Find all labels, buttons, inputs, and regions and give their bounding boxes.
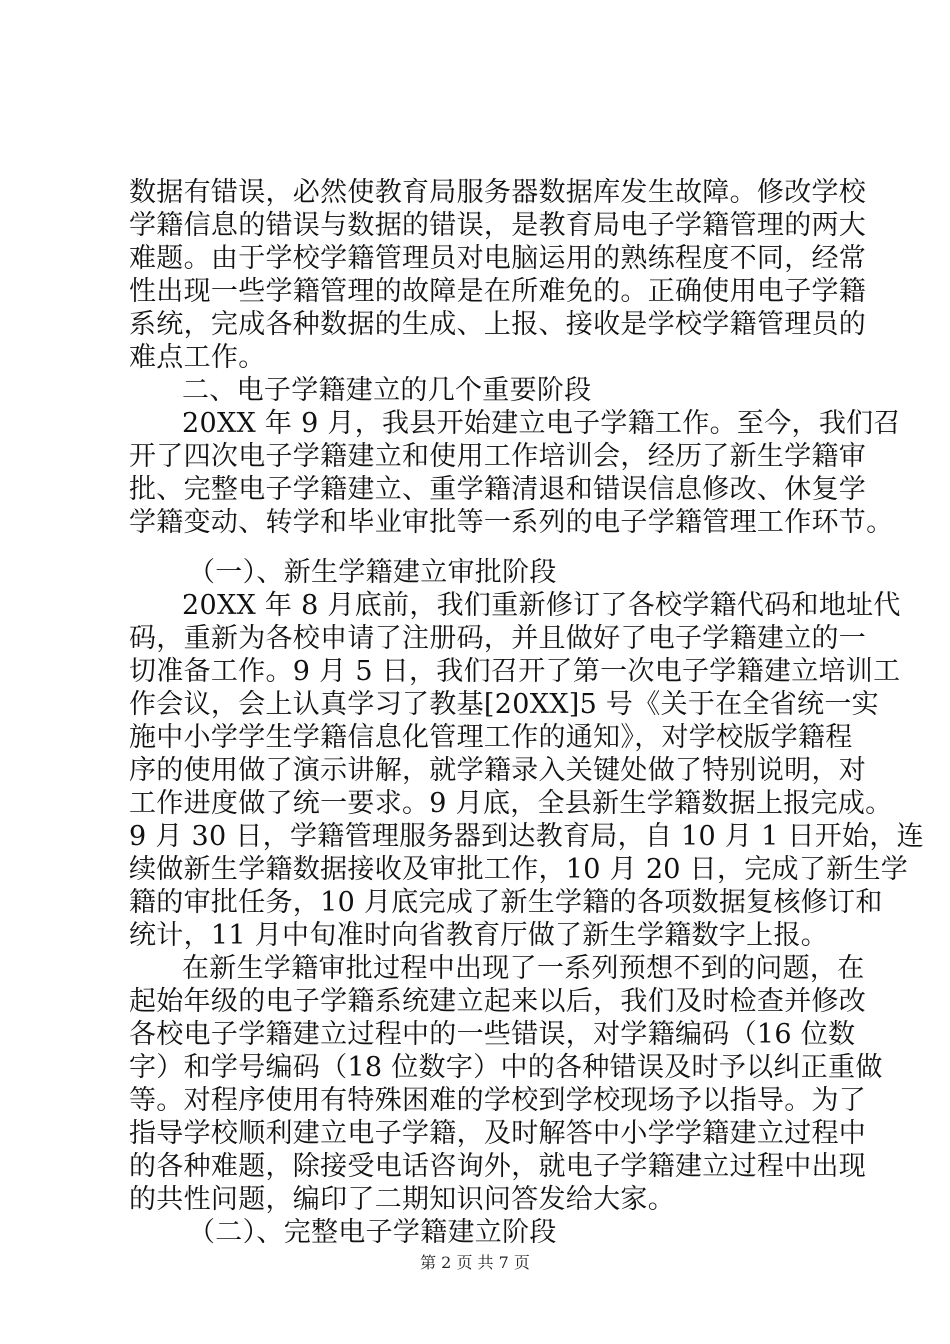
text-line: 9 月 30 日，学籍管理服务器到达教育局，自 10 月 1 日开始，连	[129, 821, 924, 852]
text-line: 系统，完成各种数据的生成、上报、接收是学校学籍管理员的	[129, 309, 867, 340]
section-heading: 二、电子学籍建立的几个重要阶段	[182, 375, 592, 406]
subsection-heading: （二）、完整电子学籍建立阶段	[188, 1217, 557, 1248]
text-line: 序的使用做了演示讲解，就学籍录入关键处做了特别说明，对	[129, 755, 867, 786]
page-number-footer: 第 2 页 共 7 页	[420, 1253, 530, 1272]
text-line: 学籍变动、转学和毕业审批等一系列的电子学籍管理工作环节。	[129, 507, 894, 538]
text-line: 施中小学学生学籍信息化管理工作的通知》，对学校版学籍程	[129, 722, 853, 753]
text-line: 籍的审批任务，10 月底完成了新生学籍的各项数据复核修订和	[129, 887, 883, 918]
text-line: 续做新生学籍数据接收及审批工作，10 月 20 日，完成了新生学	[129, 854, 909, 885]
paragraph-start: 20XX 年 8 月底前，我们重新修订了各校学籍代码和地址代	[182, 590, 901, 621]
text-line: 难点工作。	[129, 342, 266, 373]
text-line: 切准备工作。9 月 5 日，我们召开了第一次电子学籍建立培训工	[129, 656, 901, 687]
paragraph-start: 20XX 年 9 月，我县开始建立电子学籍工作。至今，我们召	[182, 408, 901, 439]
text-line: 统计，11 月中旬准时向省教育厅做了新生学籍数字上报。	[129, 920, 829, 951]
text-line: 起始年级的电子学籍系统建立起来以后，我们及时检查并修改	[129, 986, 867, 1017]
text-line: 等。对程序使用有特殊困难的学校到学校现场予以指导。为了	[129, 1085, 867, 1116]
text-line: 性出现一些学籍管理的故障是在所难免的。正确使用电子学籍	[129, 276, 867, 307]
text-line: 批、完整电子学籍建立、重学籍清退和错误信息修改、休复学	[129, 474, 867, 505]
text-line: 字）和学号编码（18 位数字）中的各种错误及时予以纠正重做	[129, 1052, 883, 1083]
text-line: 数据有错误，必然使教育局服务器数据库发生故障。修改学校	[129, 177, 867, 208]
text-line: 指导学校顺利建立电子学籍，及时解答中小学学籍建立过程中	[129, 1118, 867, 1149]
text-line: 各校电子学籍建立过程中的一些错误，对学籍编码（16 位数	[129, 1019, 856, 1050]
text-line: 学籍信息的错误与数据的错误，是教育局电子学籍管理的两大	[129, 210, 867, 241]
text-line: 码，重新为各校申请了注册码，并且做好了电子学籍建立的一	[129, 623, 867, 654]
text-line: 工作进度做了统一要求。9 月底，全县新生学籍数据上报完成。	[129, 788, 893, 819]
subsection-heading: （一）、新生学籍建立审批阶段	[188, 557, 557, 588]
text-line: 作会议，会上认真学习了教基[20XX]5 号《关于在全省统一实	[129, 689, 879, 720]
paragraph-start: 在新生学籍审批过程中出现了一系列预想不到的问题，在	[182, 953, 865, 984]
text-line: 开了四次电子学籍建立和使用工作培训会，经历了新生学籍审	[129, 441, 867, 472]
text-line: 的共性问题，编印了二期知识问答发给大家。	[129, 1184, 675, 1215]
text-line: 的各种难题，除接受电话咨询外，就电子学籍建立过程中出现	[129, 1151, 867, 1182]
text-line: 难题。由于学校学籍管理员对电脑运用的熟练程度不同，经常	[129, 243, 867, 274]
